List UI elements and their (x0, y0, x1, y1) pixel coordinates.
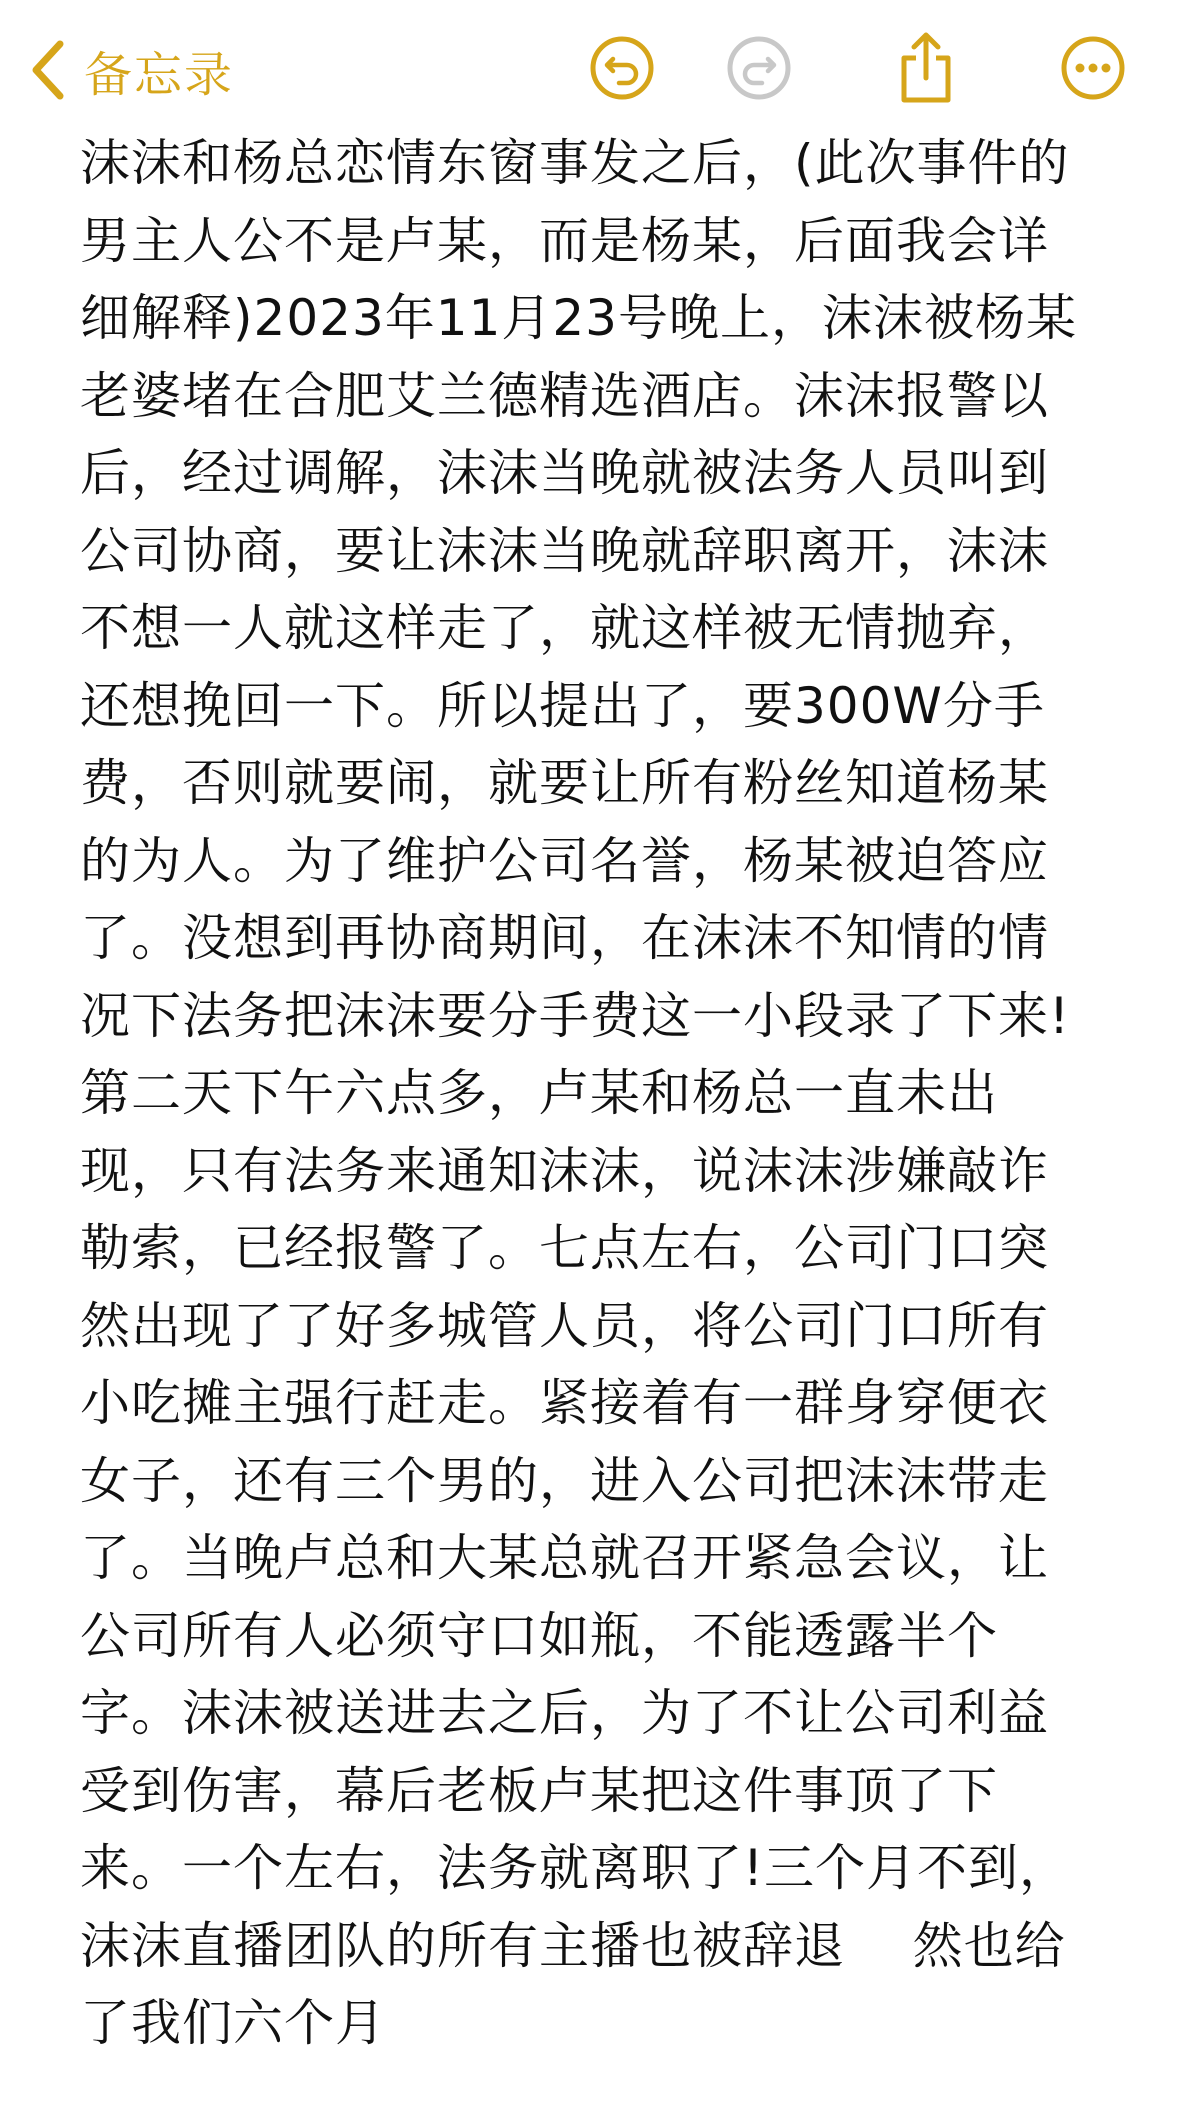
note-line: 勒索，已经报警了。七点左右，公司门口突 (80, 1219, 1049, 1277)
navigation-bar (0, 0, 1180, 140)
back-button-label: 备忘录 (84, 46, 235, 103)
note-line: 来。一个左右，法务就离职了!三个月不到， (80, 1839, 1071, 1897)
note-line: 受到伤害，幕后老板卢某把这件事顶了下 (80, 1761, 998, 1820)
share-icon (894, 30, 958, 110)
note-line: 沫沫和杨总恋情东窗事发之后，(此次事件的 (80, 134, 1070, 192)
note-line: 了。没想到再协商期间，在沫沫不知情的情 (80, 909, 1049, 967)
chevron-left-icon (20, 30, 76, 110)
note-line: 现，只有法务来通知沫沫，说沫沫涉嫌敲诈 (80, 1141, 1049, 1200)
share-button[interactable] (888, 32, 964, 108)
note-line: 不想一人就这样走了，就这样被无情抛弃， (80, 599, 1049, 657)
undo-icon (589, 35, 655, 105)
note-line: 况下法务把沫沫要分手费这一小段录了下来! (80, 986, 1071, 1045)
note-line: 了。当晚卢总和大某总就召开紧急会议，让 (80, 1529, 1049, 1587)
note-line: 后，经过调解，沫沫当晚就被法务人员叫到 (80, 444, 1049, 502)
redo-button[interactable] (721, 32, 797, 108)
note-body[interactable] (80, 125, 1090, 2063)
note-line: 老婆堵在合肥艾兰德精选酒店。沫沫报警以 (80, 366, 1049, 425)
note-line: 男主人公不是卢某，而是杨某，后面我会详 (80, 211, 1049, 270)
note-line: 然出现了了好多城管人员，将公司门口所有 (80, 1296, 1049, 1355)
note-line: 小吃摊主强行赶走。紧接着有一群身穿便衣 (80, 1374, 1049, 1432)
note-line: 了我们六个月 (80, 1994, 386, 2052)
note-line: 还想挽回一下。所以提出了，要300W分手 (80, 676, 1045, 735)
more-button[interactable] (1055, 32, 1131, 108)
note-line: 的为人。为了维护公司名誉，杨某被迫答应 (80, 831, 1049, 890)
note-line: 公司协商，要让沫沫当晚就辞职离开，沫沫 (80, 521, 1049, 580)
note-line: 字。沫沫被送进去之后，为了不让公司利益 (80, 1684, 1049, 1742)
note-line: 公司所有人必须守口如瓶，不能透露半个 (80, 1606, 998, 1665)
note-line: 第二天下午六点多，卢某和杨总一直未出 (80, 1064, 998, 1122)
undo-button[interactable] (584, 32, 660, 108)
note-line: 女子，还有三个男的，进入公司把沫沫带走 (80, 1451, 1049, 1510)
redo-icon (726, 35, 792, 105)
note-line: 沫沫直播团队的所有主播也被辞退 然也给 (80, 1916, 1066, 1975)
more-icon (1060, 35, 1126, 105)
note-line: 细解释)2023年11月23号晚上，沫沫被杨某 (80, 289, 1077, 347)
back-button[interactable] (20, 30, 234, 110)
note-line: 费，否则就要闹，就要让所有粉丝知道杨某 (80, 754, 1049, 812)
